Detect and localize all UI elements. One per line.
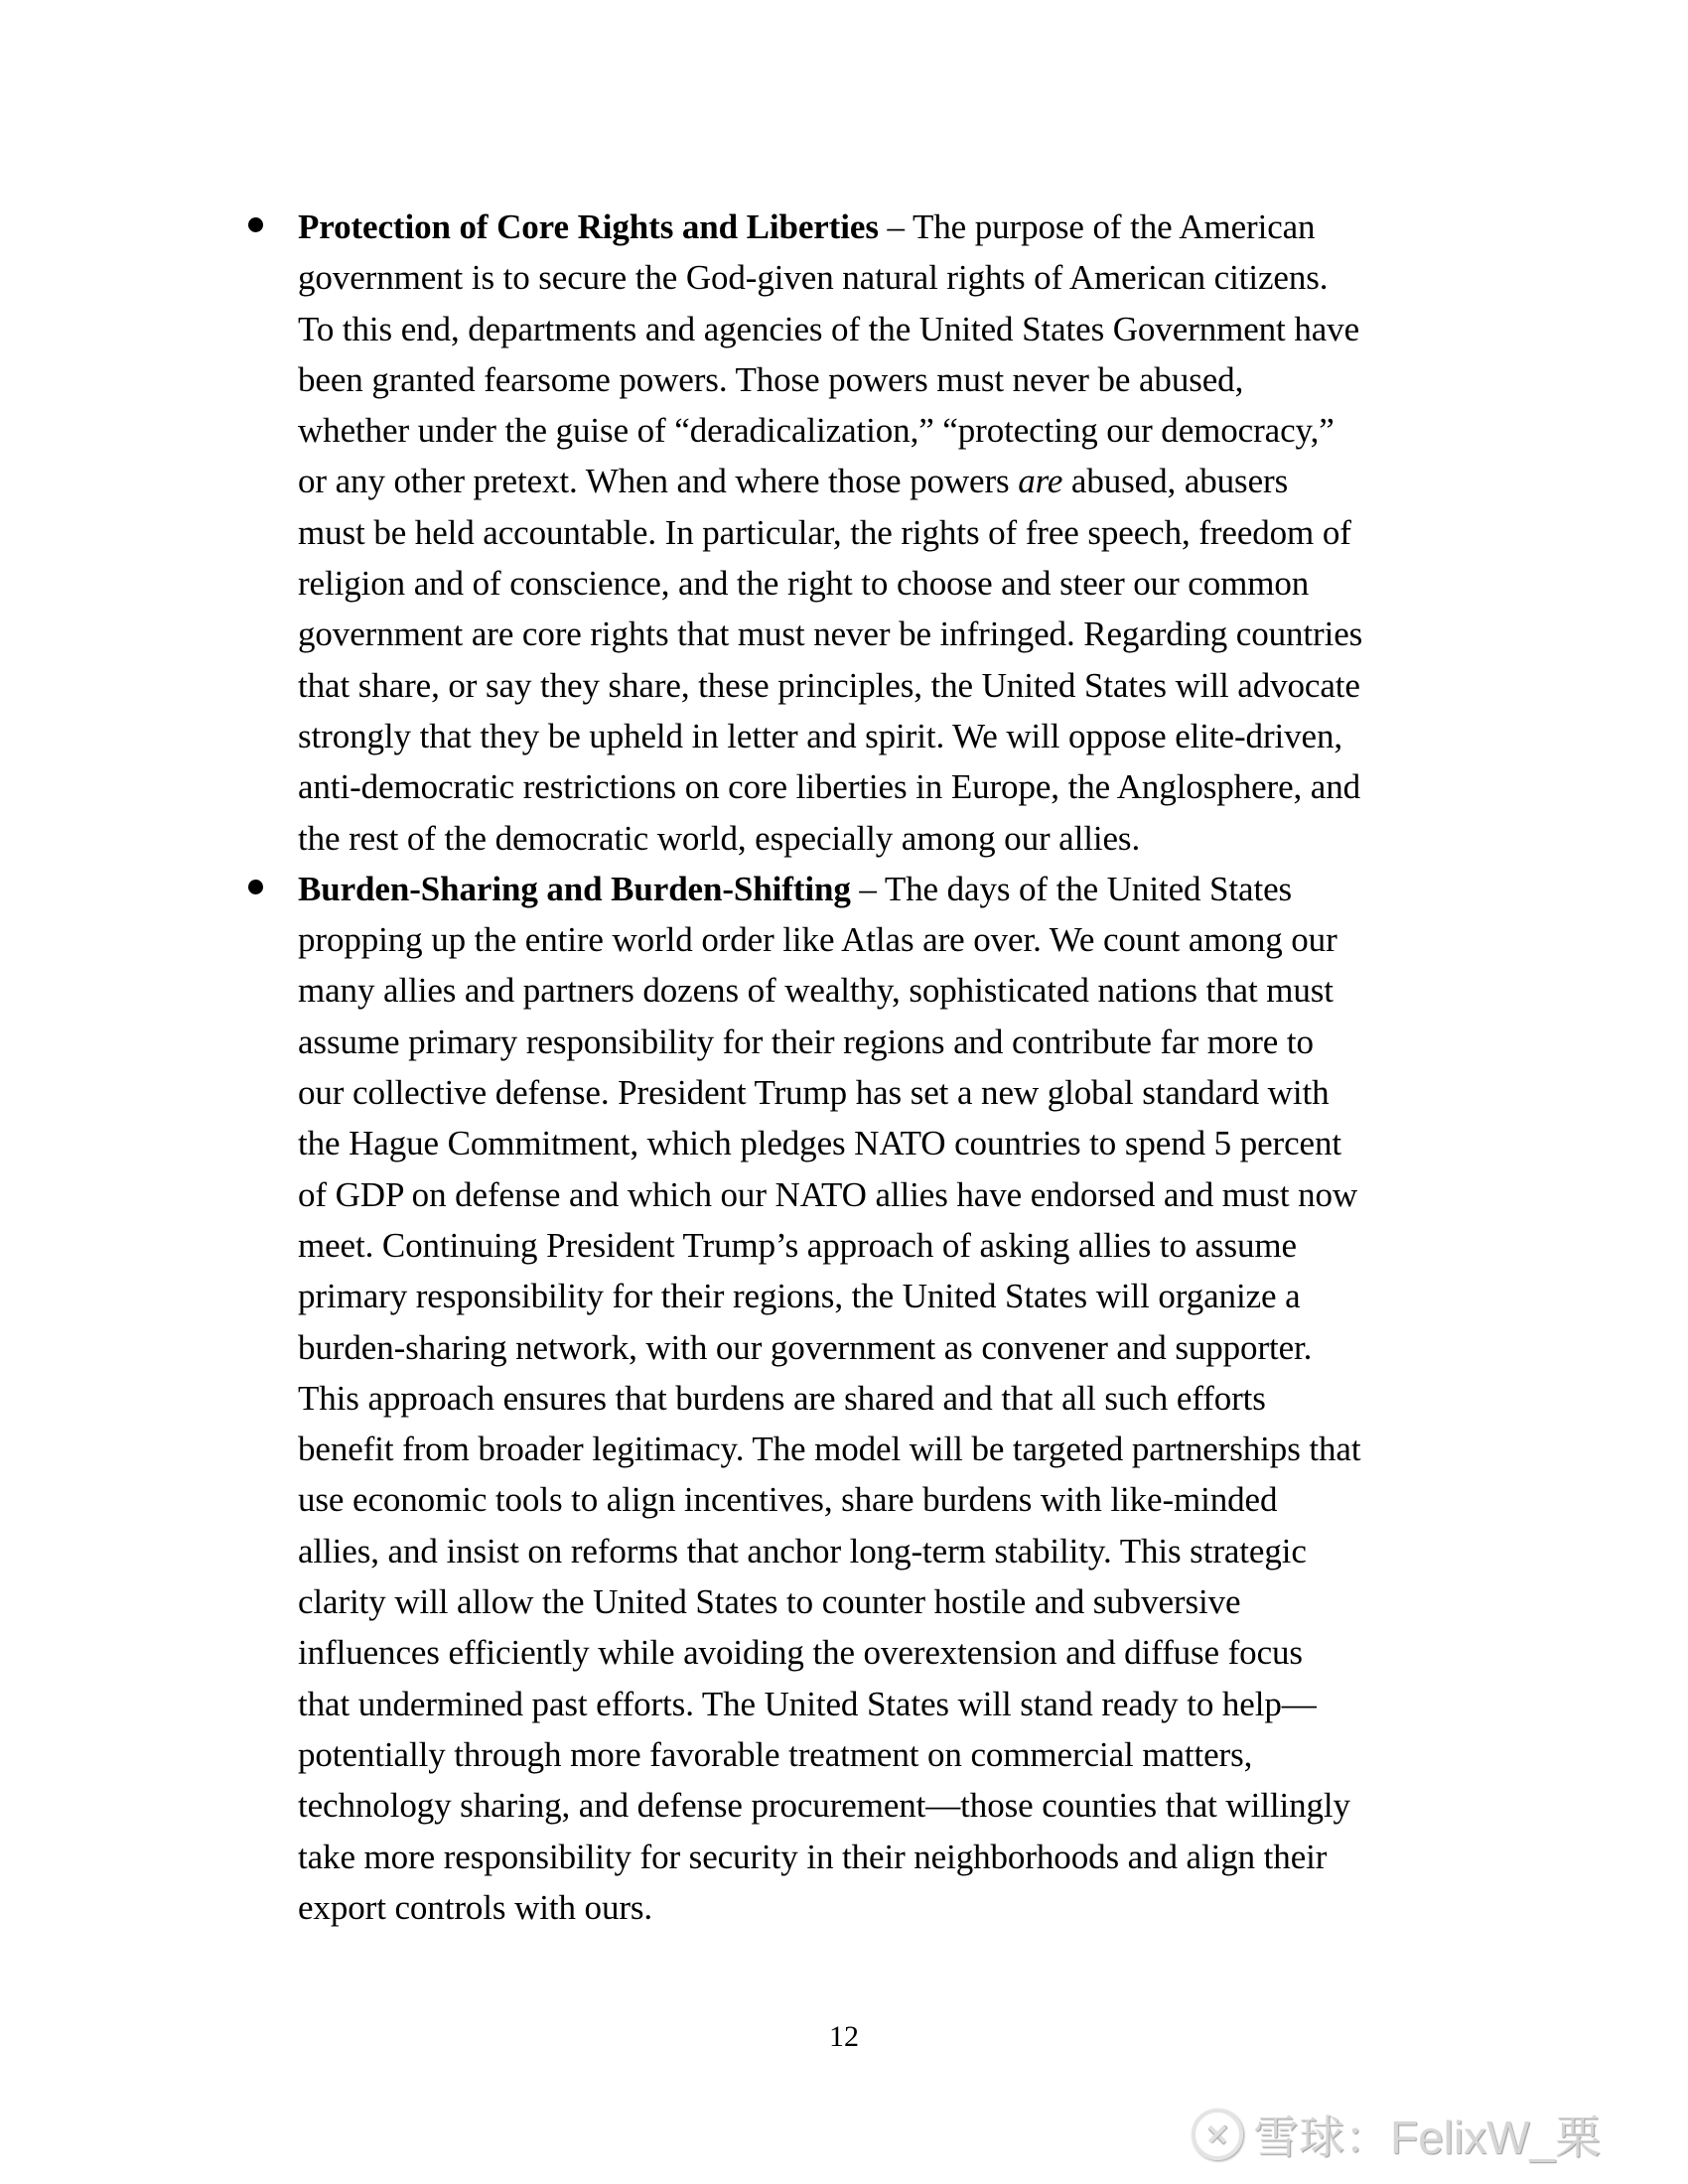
body-text: take more responsibility for security in their neighborhoods and align their: [298, 1837, 1328, 1876]
text-line: [298, 1118, 1489, 1168]
text-line: [298, 914, 1489, 965]
body-text: abused, abusers: [1062, 462, 1289, 501]
body-text: export controls with ours.: [298, 1887, 653, 1927]
item-heading: Protection of Core Rights and Liberties: [298, 207, 879, 246]
body-text: whether under the guise of “deradicalization,” “protecting our democracy,”: [298, 411, 1335, 451]
bullet-icon: [248, 217, 263, 232]
body-text: the Hague Commitment, which pledges NATO countries to spend 5 percent: [298, 1124, 1341, 1163]
item-heading: Burden-Sharing and Burden-Shifting: [298, 869, 851, 908]
text-line: [298, 1526, 1489, 1576]
text-line: [298, 252, 1489, 303]
body-text: that undermined past efforts. The United States will stand ready to help—: [298, 1684, 1317, 1723]
text-line: [298, 405, 1489, 456]
text-line: [298, 1169, 1489, 1220]
text-line: [298, 761, 1489, 812]
body-text: that share, or say they share, these principles, the United States will advocate: [298, 665, 1360, 705]
body-text: our collective defense. President Trump has set a new global standard with: [298, 1073, 1330, 1113]
text-line: [298, 1220, 1489, 1271]
watermark-text: 雪球：FelixW_栗: [1253, 2112, 1602, 2163]
body-text: must be held accountable. In particular, the rights of free speech, freedom of: [298, 512, 1351, 552]
body-text: use economic tools to align incentives, share burdens with like-minded: [298, 1480, 1278, 1520]
text-line: [298, 1474, 1489, 1525]
text-line: [298, 304, 1489, 354]
body-text: influences efficiently while avoiding the overextension and diffuse focus: [298, 1633, 1303, 1673]
bullet-list: [298, 202, 1489, 1933]
text-line: [298, 609, 1489, 659]
text-line: [298, 1373, 1489, 1424]
text-line: [298, 507, 1489, 558]
body-text: been granted fearsome powers. Those powers must never be abused,: [298, 359, 1244, 399]
body-text: the rest of the democratic world, especially among our allies.: [298, 818, 1141, 858]
body-text: The purpose of the American: [912, 207, 1316, 246]
list-item: [298, 202, 1489, 864]
text-line: [298, 660, 1489, 711]
body-text: religion and of conscience, and the right to choose and steer our common: [298, 564, 1310, 604]
text-line: [298, 558, 1489, 609]
text-line: [298, 813, 1489, 864]
body-text: potentially through more favorable treatment on commercial matters,: [298, 1734, 1253, 1774]
text-line: [298, 456, 1489, 506]
emphasis-text: are: [1018, 462, 1063, 501]
text-line: [298, 864, 1489, 914]
text-line: [298, 1729, 1489, 1780]
text-line: [298, 1679, 1489, 1729]
body-text: strongly that they be upheld in letter and spirit. We will oppose elite-driven,: [298, 716, 1343, 755]
body-text: meet. Continuing President Trump’s approach of asking allies to assume: [298, 1225, 1297, 1265]
text-line: [298, 1576, 1489, 1627]
body-text: of GDP on defense and which our NATO allies have endorsed and must now: [298, 1174, 1358, 1214]
body-text: burden-sharing network, with our government as convener and supporter.: [298, 1327, 1313, 1367]
body-text: many allies and partners dozens of wealthy, sophisticated nations that must: [298, 971, 1334, 1011]
text-line: [298, 1322, 1489, 1373]
text-line: [298, 1627, 1489, 1678]
body-text: government is to secure the God-given natural rights of American citizens.: [298, 258, 1329, 298]
body-text: clarity will allow the United States to counter hostile and subversive: [298, 1582, 1241, 1622]
text-line: [298, 1424, 1489, 1474]
body-text: benefit from broader legitimacy. The model will be targeted partnerships that: [298, 1430, 1361, 1469]
text-line: [298, 1832, 1489, 1882]
text-line: [298, 1067, 1489, 1118]
text-line: [298, 1780, 1489, 1831]
body-text: government are core rights that must never be infringed. Regarding countries: [298, 614, 1363, 654]
body-text: To this end, departments and agencies of the United States Government have: [298, 309, 1360, 348]
text-line: [298, 1017, 1489, 1067]
body-text: propping up the entire world order like Atlas are over. We count among our: [298, 920, 1337, 960]
heading-separator: –: [850, 869, 885, 908]
text-line: [298, 1882, 1489, 1933]
body-text: anti-democratic restrictions on core liberties in Europe, the Anglosphere, and: [298, 767, 1361, 807]
body-text: primary responsibility for their regions, the United States will organize a: [298, 1277, 1301, 1316]
bullet-icon: [248, 880, 263, 894]
heading-separator: –: [878, 207, 913, 246]
list-item: [298, 864, 1489, 1933]
body-text: assume primary responsibility for their regions and contribute far more to: [298, 1022, 1314, 1061]
text-line: [298, 711, 1489, 761]
body-text: The days of the United States: [884, 869, 1293, 908]
text-line: [298, 1271, 1489, 1321]
watermark: [1192, 2100, 1601, 2169]
text-line: [298, 354, 1489, 405]
body-text: or any other pretext. When and where those powers: [298, 462, 1019, 501]
page-number: 12: [829, 2020, 859, 2053]
body-text: This approach ensures that burdens are shared and that all such efforts: [298, 1378, 1266, 1418]
text-line: [298, 202, 1489, 252]
text-line: [298, 965, 1489, 1016]
body-text: allies, and insist on reforms that anchor long-term stability. This strategic: [298, 1531, 1307, 1570]
body-text: technology sharing, and defense procurement—those counties that willingly: [298, 1786, 1350, 1826]
snowball-logo-icon: [1192, 2109, 1243, 2160]
